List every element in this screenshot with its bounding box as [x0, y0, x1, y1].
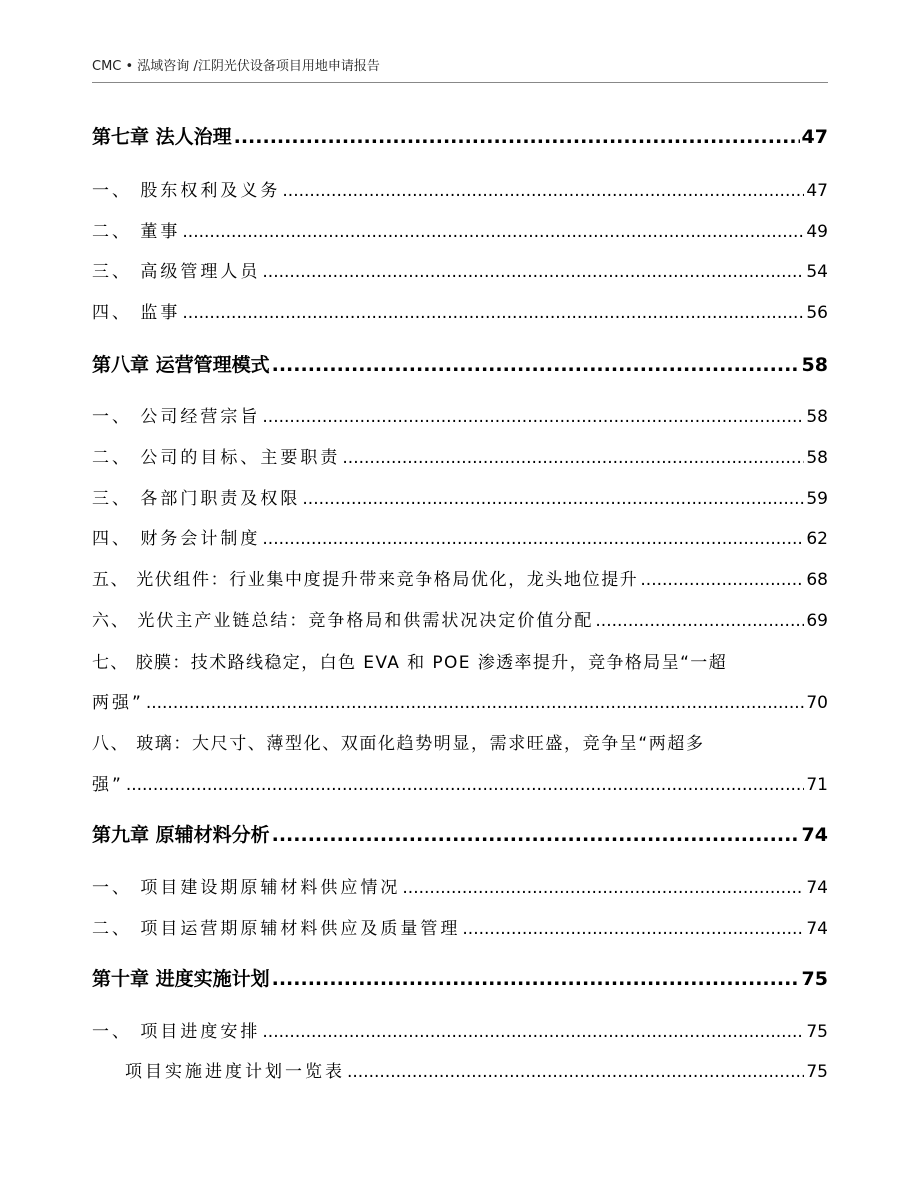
toc-page-number: 74	[806, 919, 828, 939]
toc-dot-leader	[595, 611, 804, 631]
toc-page-number: 74	[806, 878, 828, 898]
toc-entry[interactable]	[92, 688, 828, 713]
toc-entry[interactable]	[92, 1017, 828, 1042]
toc-dot-leader	[640, 570, 804, 590]
toc-page-number: 62	[806, 529, 828, 549]
toc-entry[interactable]	[92, 606, 828, 631]
toc-entry[interactable]	[92, 402, 828, 427]
toc-dot-leader	[402, 878, 804, 898]
toc-entry[interactable]	[92, 873, 828, 898]
toc-entry-title: 四、 财务会计制度	[92, 529, 261, 549]
toc-dot-leader	[262, 407, 804, 427]
toc-entry-title: 二、 董事	[92, 222, 181, 242]
toc-page-number: 74	[801, 824, 828, 846]
toc-dot-leader	[282, 181, 804, 201]
toc-chapter-9[interactable]	[92, 820, 828, 847]
toc-entry-title: 第十章 进度实施计划	[92, 968, 270, 990]
toc-chapter-10[interactable]	[92, 964, 828, 991]
toc-entry-title: 两强”	[92, 693, 144, 713]
toc-chapter-7[interactable]	[92, 122, 828, 149]
toc-entry-title: 第八章 运营管理模式	[92, 354, 270, 376]
toc-entry-title: 五、 光伏组件：行业集中度提升带来竞争格局优化，龙头地位提升	[92, 570, 639, 590]
toc-dot-leader	[272, 968, 800, 990]
toc-dot-leader	[182, 222, 804, 242]
toc-page-number: 58	[806, 407, 828, 427]
toc-dot-leader	[146, 693, 805, 713]
toc-entry[interactable]	[92, 770, 828, 795]
toc-dot-leader	[347, 1062, 804, 1082]
toc-dot-leader	[262, 529, 804, 549]
toc-entry-title: 强”	[92, 775, 124, 795]
toc-entry[interactable]	[92, 524, 828, 549]
toc-page-number: 47	[801, 126, 828, 148]
toc-entry-title: 二、 项目运营期原辅材料供应及质量管理	[92, 919, 461, 939]
toc-dot-leader	[342, 448, 804, 468]
toc-entry-title: 三、 各部门职责及权限	[92, 489, 301, 509]
toc-entry[interactable]	[92, 565, 828, 590]
toc-entry-title: 三、 高级管理人员	[92, 262, 261, 282]
toc-page-number: 69	[806, 611, 828, 631]
toc-dot-leader	[272, 824, 800, 846]
toc-entry[interactable]	[125, 1057, 828, 1082]
toc-dot-leader	[234, 126, 800, 148]
toc-dot-leader	[126, 775, 805, 795]
toc-entry-title: 第九章 原辅材料分析	[92, 824, 270, 846]
toc-entry-title: 一、 公司经营宗旨	[92, 407, 261, 427]
toc-page-number: 47	[806, 181, 828, 201]
toc-entry-title: 二、 公司的目标、主要职责	[92, 448, 341, 468]
toc-entry-title: 六、 光伏主产业链总结：竞争格局和供需状况决定价值分配	[92, 611, 594, 631]
toc-entry[interactable]	[92, 914, 828, 939]
toc-entry[interactable]	[92, 298, 828, 323]
toc-entry[interactable]	[92, 176, 828, 201]
toc-page-number: 68	[806, 570, 828, 590]
toc-entry[interactable]	[92, 443, 828, 468]
toc-entry[interactable]	[92, 484, 828, 509]
toc-entry-title: 项目实施进度计划一览表	[125, 1062, 345, 1082]
toc-entry-title: 四、 监事	[92, 303, 181, 323]
toc-page-number: 71	[806, 775, 828, 795]
toc-page-number: 56	[806, 303, 828, 323]
toc-page-number: 49	[806, 222, 828, 242]
toc-chapter-8[interactable]	[92, 350, 828, 377]
toc-entry-wrapped-line[interactable]: 八、 玻璃：大尺寸、薄型化、双面化趋势明显，需求旺盛，竞争呈“两超多	[92, 734, 705, 754]
toc-entry-title: 第七章 法人治理	[92, 126, 232, 148]
page-header: CMC • 泓域咨询 /江阴光伏设备项目用地申请报告	[92, 59, 380, 74]
toc-dot-leader	[272, 354, 800, 376]
toc-page-number: 58	[806, 448, 828, 468]
toc-page-number: 70	[806, 693, 828, 713]
toc-page-number: 75	[806, 1022, 828, 1042]
toc-dot-leader	[182, 303, 804, 323]
toc-dot-leader	[302, 489, 804, 509]
toc-entry-title: 一、 股东权利及义务	[92, 181, 281, 201]
toc-entry[interactable]	[92, 217, 828, 242]
toc-page-number: 58	[801, 354, 828, 376]
toc-page-number: 54	[806, 262, 828, 282]
toc-entry-title: 一、 项目建设期原辅材料供应情况	[92, 878, 401, 898]
toc-page-number: 59	[806, 489, 828, 509]
toc-page-number: 75	[806, 1062, 828, 1082]
toc-dot-leader	[262, 262, 804, 282]
toc-dot-leader	[262, 1022, 804, 1042]
toc-entry-wrapped-line[interactable]: 七、 胶膜：技术路线稳定，白色 EVA 和 POE 渗透率提升，竞争格局呈“一超	[92, 653, 728, 673]
header-divider	[92, 82, 828, 83]
toc-entry[interactable]	[92, 257, 828, 282]
toc-page-number: 75	[801, 968, 828, 990]
toc-dot-leader	[462, 919, 804, 939]
toc-entry-title: 一、 项目进度安排	[92, 1022, 261, 1042]
